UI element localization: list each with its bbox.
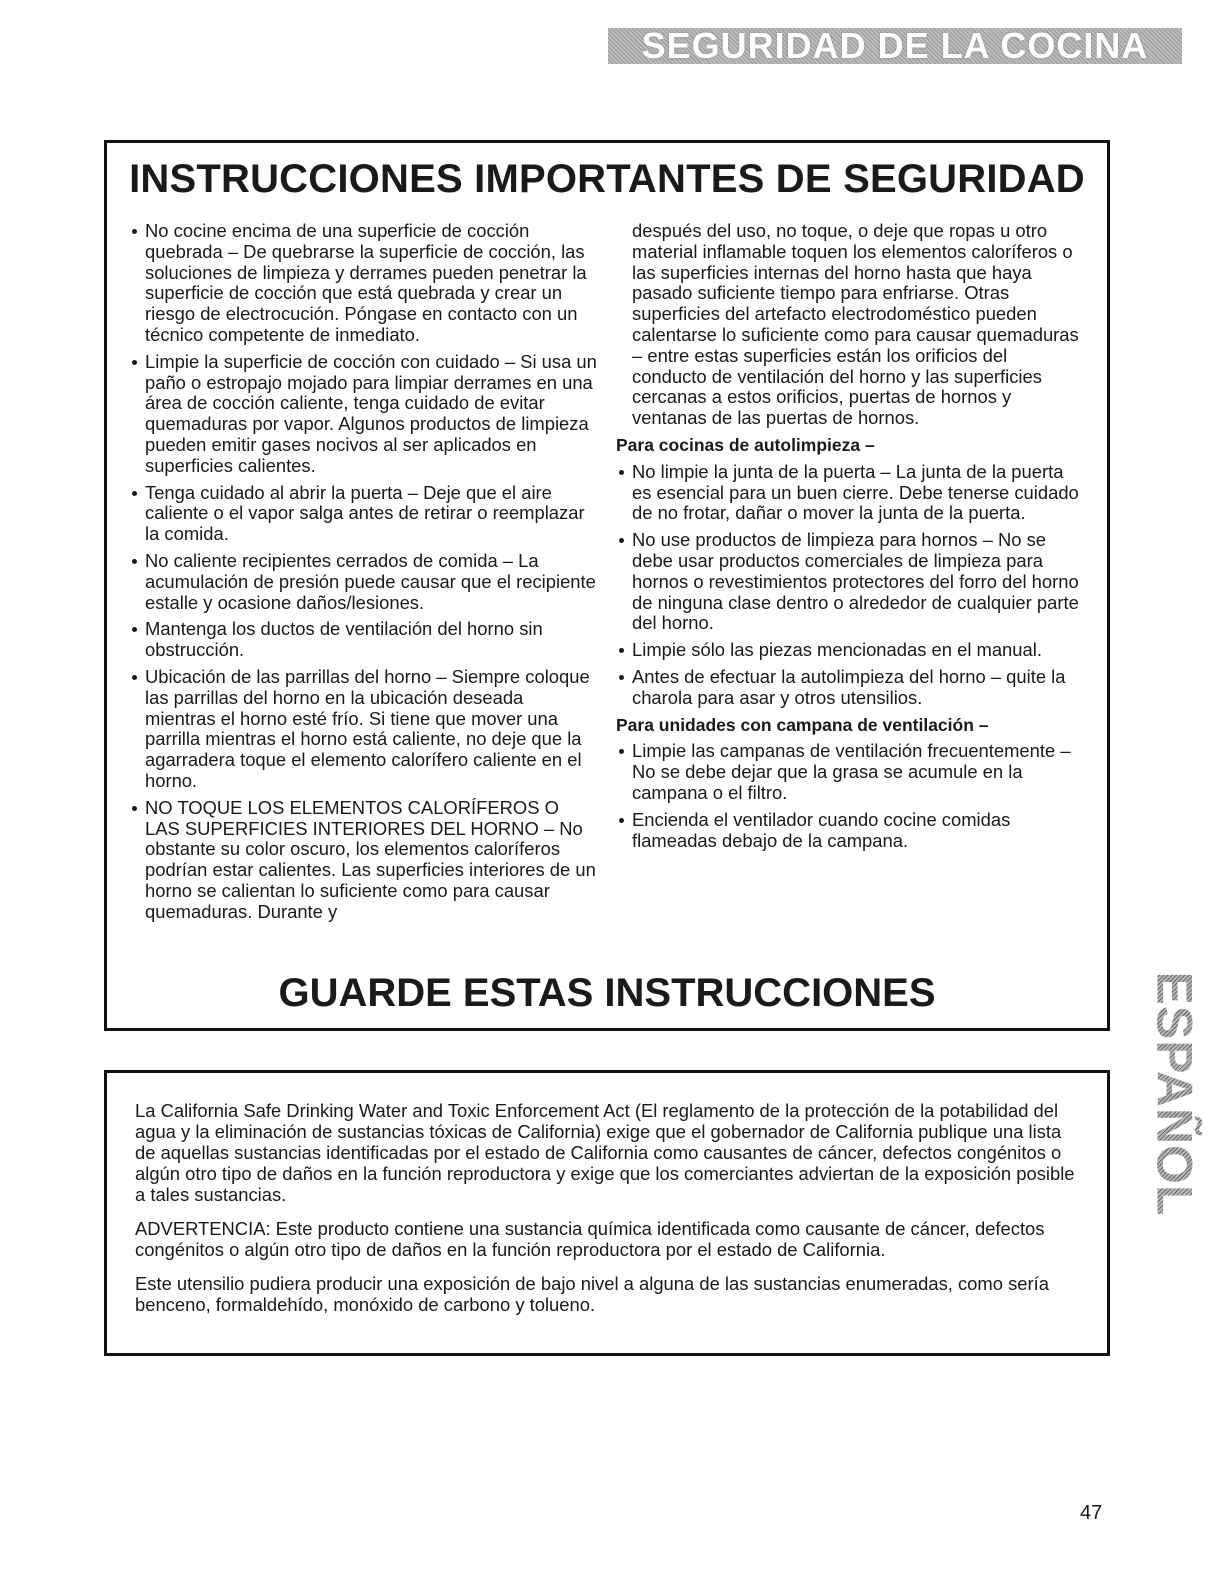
hood-heading: Para unidades con campana de ventilación –	[616, 714, 989, 735]
page-number: 47	[1080, 1502, 1103, 1524]
list-item: Tenga cuidado al abrir la puerta – Deje que el aire caliente o el vapor salga antes de retirar o reemplazar la comida.	[129, 483, 597, 545]
continuation-text: después del uso, no toque, o deje que ropas u otro material inflamable toquen los elementos caloríferos o las superficies internas del horno hasta que haya pasado suficiente tiempo para enfriarse. Otras superficies del artefacto electrodoméstico pueden calentarse lo suficiente como para causar quemaduras – entre estas superficies están los orificios del conducto de ventilación del horno y las superficies cercanas a estos orificios, puertas de hornos y ventanas de las puertas de hornos.	[632, 220, 1079, 429]
language-side-tab	[1148, 970, 1200, 1218]
list-item: NO TOQUE LOS ELEMENTOS CALORÍFEROS O LAS SUPERFICIES INTERIORES DEL HORNO – No obstante su color oscuro, los elementos caloríferos podrían estar calientes. Las superficies interiores de un horno se calientan lo suficiente como para causar quemaduras. Durante y	[129, 798, 597, 923]
safety-title: INSTRUCCIONES IMPORTANTES DE SEGURIDAD	[129, 157, 1085, 201]
left-column	[129, 221, 597, 929]
list-item: Mantenga los ductos de ventilación del horno sin obstrucción.	[129, 619, 597, 661]
safety-instructions-box	[104, 140, 1110, 1031]
list-item: Ubicación de las parrillas del horno – Siempre coloque las parrillas del horno en la ubicación deseada mientras el horno esté frío. Si tiene que mover una parrilla mientras el horno está caliente, no deje que la agarradera toque el elemento calorífero caliente en el horno.	[129, 667, 597, 792]
prop65-warning: ADVERTENCIA: Este producto contiene una sustancia química identificada como causante de cáncer, defectos congénitos o algún otro tipo de daños en la función reproductora por el estado de California.	[135, 1218, 1045, 1260]
prop65-paragraph: Este utensilio pudiera producir una exposición de bajo nivel a alguna de las sustancias enumeradas, como sería benceno, formaldehído, monóxido de carbono y tolueno.	[135, 1273, 1049, 1315]
list-item: No cocine encima de una superficie de cocción quebrada – De quebrarse la superficie de cocción, las soluciones de limpieza y derrames pueden penetrar la superficie de cocción que está quebrada y crear un riesgo de electrocución. Póngase en contacto con un técnico competente de inmediato.	[129, 221, 597, 346]
list-item: Encienda el ventilador cuando cocine comidas flameadas debajo de la campana.	[616, 810, 1086, 852]
list-item: No use productos de limpieza para hornos – No se debe usar productos comerciales de limpieza para hornos o revestimientos protectores del forro del horno de ninguna clase dentro o alrededor de cualquier parte del horno.	[616, 530, 1086, 634]
list-item: Limpie sólo las piezas mencionadas en el manual.	[616, 640, 1086, 661]
prop65-notice-box	[104, 1070, 1110, 1356]
self-clean-heading: Para cocinas de autolimpieza –	[616, 434, 875, 455]
language-label: ESPAÑOL	[1146, 971, 1202, 1217]
prop65-paragraph: La California Safe Drinking Water and Toxic Enforcement Act (El reglamento de la protección de la potabilidad del agua y la eliminación de sustancias tóxicas de California) exige que el gobernador de California publique una lista de aquellas sustancias identificadas por el estado de California como causantes de cáncer, defectos congénitos o algún otro tipo de daños en la función reproductora y exige que los comerciantes adviertan de la exposición posible a tales sustancias.	[135, 1100, 1075, 1205]
list-item: Antes de efectuar la autolimpieza del horno – quite la charola para asar y otros utensilios.	[616, 667, 1086, 709]
right-column	[616, 221, 1086, 857]
list-item: Limpie las campanas de ventilación frecuentemente – No se debe dejar que la grasa se acumule en la campana o el filtro.	[616, 741, 1086, 803]
list-item: No caliente recipientes cerrados de comida – La acumulación de presión puede causar que el recipiente estalle y ocasione daños/lesiones.	[129, 551, 597, 613]
save-instructions-title: GUARDE ESTAS INSTRUCCIONES	[278, 971, 936, 1015]
list-item: No limpie la junta de la puerta – La junta de la puerta es esencial para un buen cierre. Debe tenerse cuidado de no frotar, dañar o mover la junta de la puerta.	[616, 462, 1086, 524]
list-item: Limpie la superficie de cocción con cuidado – Si usa un paño o estropajo mojado para limpiar derrames en una área de cocción caliente, tenga cuidado de evitar quemaduras por vapor. Algunos productos de limpieza pueden emitir gases nocivos al ser aplicados en superficies calientes.	[129, 352, 597, 477]
section-title: SEGURIDAD DE LA COCINA	[641, 25, 1149, 66]
section-header-banner	[608, 25, 1182, 66]
